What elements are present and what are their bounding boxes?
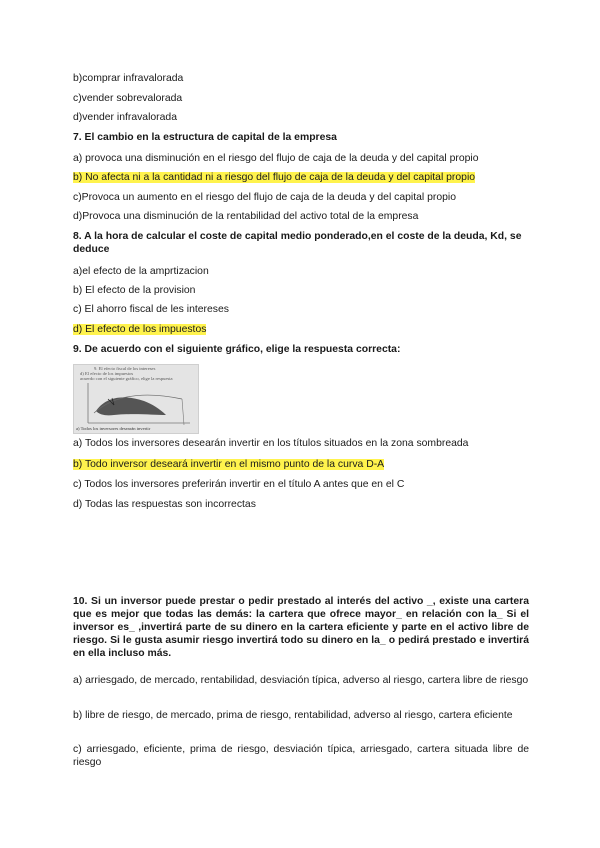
q7-option-d: d)Provoca una disminución de la rentabilidad del activo total de la empresa	[73, 211, 419, 222]
figure-text-line-1: 9. El efecto fiscal de los intereses	[94, 366, 156, 371]
q8-title: 8. A la hora de calcular el coste de capital medio ponderado,en el coste de la deuda, Kd, se deduce	[73, 231, 522, 255]
q8-option-c: c) El ahorro fiscal de les intereses	[73, 304, 229, 315]
q8-option-a: a)el efecto de la amprtizacion	[73, 266, 209, 277]
q9-option-d: d) Todas las respuestas son incorrectas	[73, 499, 256, 510]
q6-option-d: d)vender infravalorada	[73, 112, 177, 123]
scanned-chart-figure	[73, 364, 199, 434]
q6-option-c: c)vender sobrevalorada	[73, 93, 183, 104]
q9-option-a: a) Todos los inversores desearán invertir en los títulos situados en la zona sombreada	[73, 438, 469, 449]
q9-title: 9. De acuerdo con el siguiente gráfico, elige la respuesta correcta:	[73, 344, 401, 355]
q8-option-d	[73, 323, 529, 336]
q6-option-b: b)comprar infravalorada	[73, 73, 184, 84]
q8-option-b: b) El efecto de la provision	[73, 285, 196, 296]
q10-option-c: c) arriesgado, eficiente, prima de riesgo, desviación típica, arriesgado, cartera situada libre de riesgo	[73, 744, 529, 768]
q9-option-b	[73, 458, 529, 471]
highlighted-answer: b) Todo inversor deseará invertir en el mismo punto de la curva D-A	[73, 459, 385, 470]
highlighted-answer: d) El efecto de los impuestos	[73, 324, 207, 335]
q7-option-a: a) provoca una disminución en el riesgo del flujo de caja de la deuda y del capital propio	[73, 153, 479, 164]
q9-option-c: c) Todos los inversores preferirán invertir en el título A antes que en el C	[73, 479, 405, 490]
q7-option-b	[73, 171, 529, 184]
figure-text-line-3: acuerdo con el siguiente gráfico, elige la respuesta	[80, 376, 173, 381]
q7-option-c: c)Provoca un aumento en el riesgo del flujo de caja de la deuda y del capital propio	[73, 192, 456, 203]
q10-option-b: b) libre de riesgo, de mercado, prima de riesgo, rentabilidad, adverso al riesgo, cartera eficiente	[73, 710, 513, 721]
figure-text-bottom: a) Todos los inversores desearán invertir	[76, 426, 151, 431]
q7-title: 7. El cambio en la estructura de capital de la empresa	[73, 132, 337, 143]
highlighted-answer: b) No afecta ni a la cantidad ni a riesgo del flujo de caja de la deuda y del capital propio	[73, 172, 476, 183]
q10-title: 10. Si un inversor puede prestar o pedir prestado al interés del activo _, existe una cartera que es mejor que todas las demás: la cartera que ofrece mayor_ en relación con la_ Si el inversor es_ ,invertirá parte de su dinero en la cartera eficiente y parte en el activo libre de riesgo. Si le gusta asumir riesgo invertirá todo su dinero en la_ o pedirá prestado e invertirá en ella incluso más.	[73, 596, 529, 659]
figure-text-line-2: d) El efecto de los impuestos	[80, 371, 134, 376]
q10-option-a: a) arriesgado, de mercado, rentabilidad, desviación típica, adverso al riesgo, cartera libre de riesgo	[73, 675, 529, 686]
